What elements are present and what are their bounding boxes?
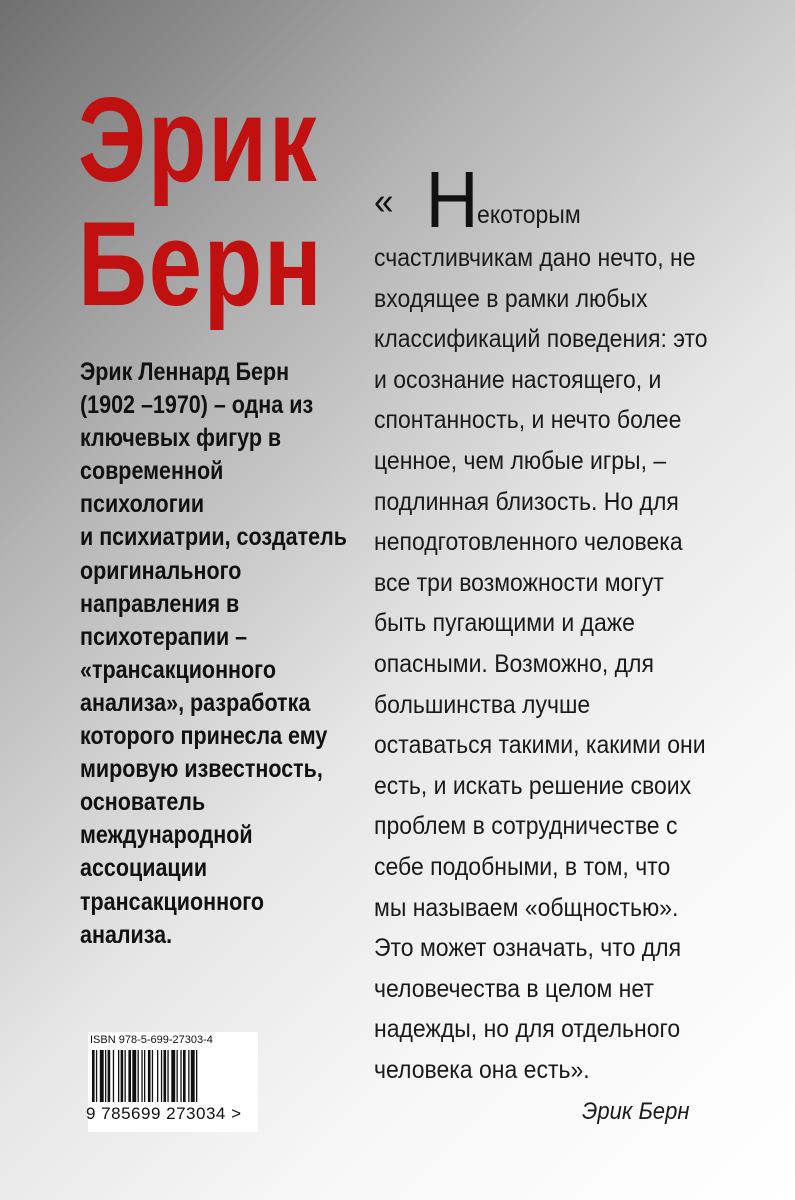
quote-line: спонтанность, и нечто более — [374, 406, 682, 435]
author-bio — [80, 356, 347, 952]
quote-line: входящее в рамки любых — [374, 284, 648, 313]
barcode-bar — [125, 1050, 126, 1102]
drop-cap: Н — [425, 155, 479, 244]
quote-line: подлинная близость. Но для — [374, 487, 679, 516]
barcode-bar — [100, 1050, 104, 1102]
barcode-bar — [177, 1050, 178, 1102]
barcode-bar — [171, 1050, 175, 1102]
barcode-bar — [92, 1050, 95, 1102]
barcode-bar — [128, 1050, 131, 1102]
barcode-bar — [164, 1050, 167, 1102]
barcode-bar — [191, 1050, 195, 1102]
barcode-bar — [113, 1050, 114, 1102]
barcode-bar — [196, 1050, 197, 1102]
opening-quote-mark: « — [374, 181, 394, 223]
barcode-bar — [161, 1050, 162, 1102]
barcode-bar — [121, 1050, 124, 1102]
bio-line: оригинального — [80, 556, 242, 585]
barcode-bar — [141, 1050, 142, 1102]
bio-line: анализа. — [80, 920, 173, 949]
quote-line: есть, и искать решение своих — [374, 771, 692, 800]
barcode-bar — [118, 1050, 119, 1102]
bio-line: анализа», разработка — [80, 688, 311, 717]
bio-line: Эрик Леннард Берн — [80, 358, 290, 386]
barcode-bar — [167, 1050, 168, 1102]
quote-line: большинства лучше — [374, 690, 591, 719]
quote-signature: Эрик Берн — [582, 1098, 690, 1125]
barcode-bar — [157, 1050, 158, 1102]
bio-line: психотерапии – — [80, 622, 248, 651]
barcode-bar — [180, 1050, 181, 1102]
bio-line: международной — [80, 821, 253, 850]
quote-line: человека она есть». — [374, 1055, 590, 1084]
quote-line: быть пугающими и даже — [374, 609, 635, 638]
bio-line: ключевых фигур в — [80, 424, 282, 453]
barcode-bar — [148, 1050, 151, 1102]
bio-line: ассоциации — [80, 854, 208, 883]
bio-line: трансакционного — [80, 887, 265, 916]
bio-line: основатель — [80, 788, 206, 817]
barcode-bar — [138, 1050, 139, 1102]
quote-line: счастливчикам дано нечто, не — [374, 244, 696, 272]
barcode-bar — [132, 1050, 136, 1102]
bio-line: которого принесла ему — [80, 722, 328, 751]
bio-line: (1902 –1970) – одна из — [80, 391, 314, 420]
barcode-icon — [90, 1050, 238, 1104]
quote-line: опасными. Возможно, для — [374, 649, 654, 678]
barcode-bar — [183, 1050, 186, 1102]
quote-line: проблем в сотрудничестве с — [374, 812, 678, 841]
quote-first-line — [374, 155, 705, 244]
quote-line: себе подобными, в том, что — [374, 852, 671, 881]
bio-line: направления в — [80, 589, 240, 618]
quote-line: человечества в целом нет — [374, 974, 654, 1003]
quote-line: Это может означать, что для — [374, 934, 682, 963]
bio-line: и психиатрии, создатель — [80, 523, 347, 552]
quote-line: оставаться такими, какими они — [374, 731, 706, 760]
quote-line: классификаций поведения: это — [374, 325, 708, 354]
quote-line: ценное, чем любые игры, – — [374, 446, 667, 475]
quote-line: надежды, но для отдельного — [374, 1015, 681, 1044]
barcode-bar — [108, 1050, 111, 1102]
barcode-digits: 9 785699 273034 > — [86, 1104, 242, 1123]
barcode-bar — [188, 1050, 189, 1102]
author-first-name: Эрик — [78, 73, 319, 207]
quote-line: все три возможности могут — [374, 568, 664, 597]
barcode-bar — [144, 1050, 145, 1102]
quote-line: мы называем «общностью». — [374, 893, 679, 922]
quote-body — [374, 238, 708, 1090]
barcode-bar — [105, 1050, 106, 1102]
barcode-bar — [96, 1050, 97, 1102]
quote-line: неподготовленного человека — [374, 528, 683, 557]
bio-line: психологии — [80, 490, 205, 519]
quote-first-word-rest: екоторым — [477, 201, 581, 229]
bio-line: «трансакционного — [80, 655, 276, 684]
author-last-name: Берн — [78, 197, 324, 331]
bio-line: мировую известность, — [80, 755, 323, 784]
author-quote — [374, 155, 708, 1090]
isbn-text: ISBN 978-5-699-27303-4 — [90, 1034, 213, 1046]
barcode-bar — [152, 1050, 153, 1102]
bio-line: современной — [80, 457, 224, 486]
author-name-title — [78, 73, 324, 331]
quote-line: и осознание настоящего, и — [374, 365, 662, 394]
